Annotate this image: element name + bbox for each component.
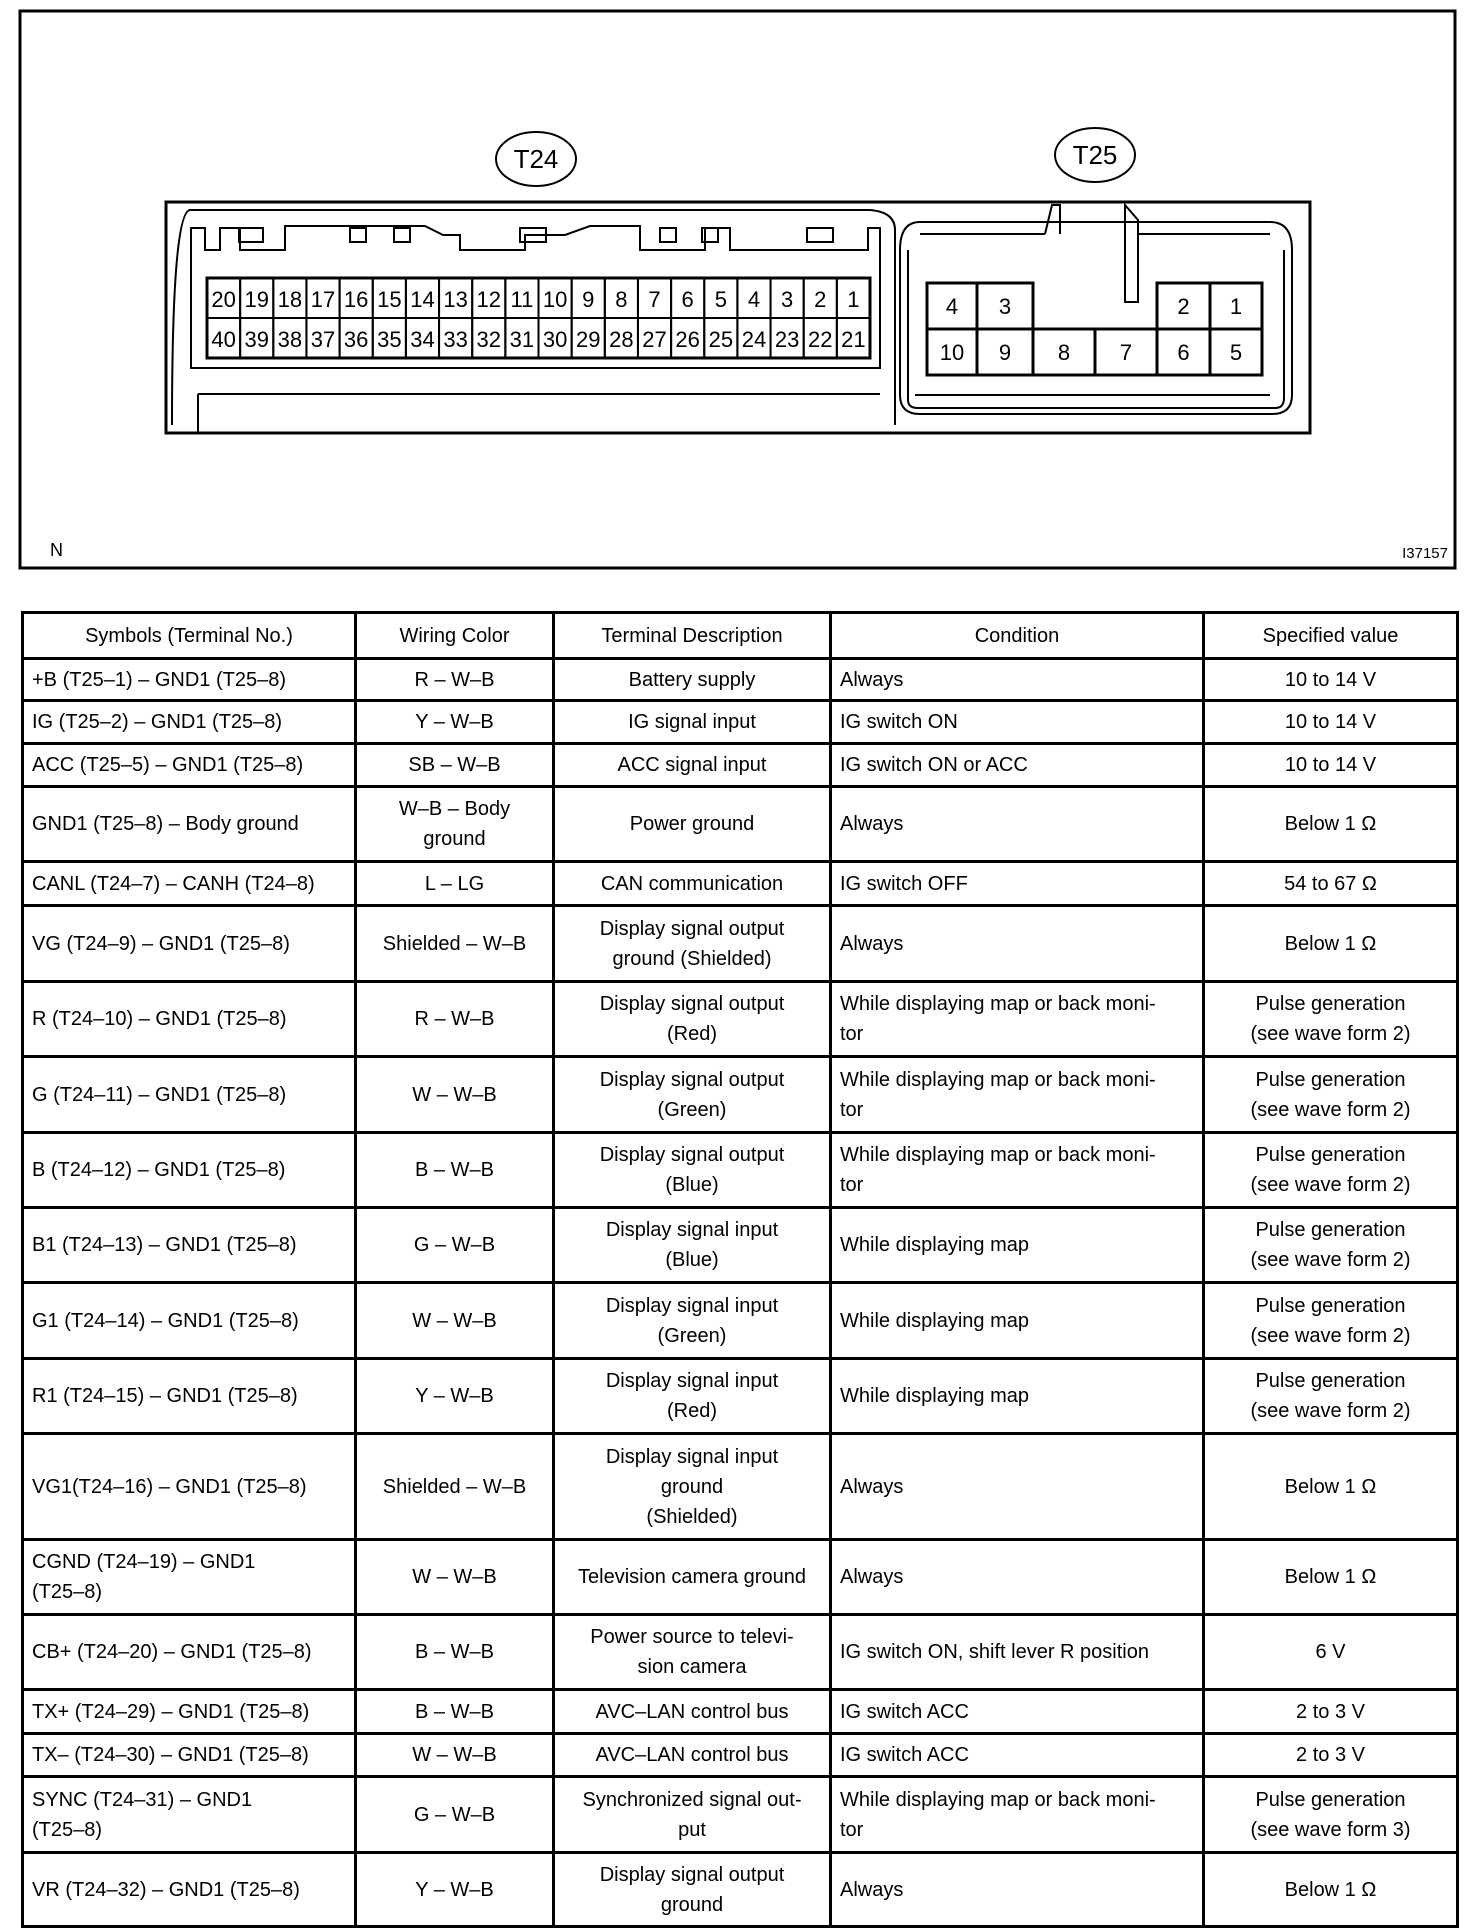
specified-value-cell: Pulse generation (see wave form 2) bbox=[1204, 1283, 1458, 1359]
t24-pin-number: 16 bbox=[343, 287, 369, 312]
description-cell: Display signal output ground bbox=[554, 1853, 831, 1927]
t24-pin-number: 6 bbox=[681, 287, 694, 312]
condition-cell: Always bbox=[831, 1540, 1204, 1615]
description-cell: Power ground bbox=[554, 787, 831, 862]
wiring-color-cell: R – W–B bbox=[356, 659, 554, 701]
t24-pin-number: 10 bbox=[542, 287, 568, 312]
symbol-cell: G (T24–11) – GND1 (T25–8) bbox=[23, 1057, 356, 1133]
t24-pin-number: 36 bbox=[343, 327, 369, 352]
symbol-cell: ACC (T25–5) – GND1 (T25–8) bbox=[23, 744, 356, 787]
wiring-color-cell: G – W–B bbox=[356, 1777, 554, 1853]
symbol-cell: VG (T24–9) – GND1 (T25–8) bbox=[23, 906, 356, 982]
description-cell: AVC–LAN control bus bbox=[554, 1734, 831, 1777]
specified-value-cell: 2 to 3 V bbox=[1204, 1690, 1458, 1734]
t24-pin-number: 24 bbox=[741, 327, 767, 352]
column-header: Terminal Description bbox=[554, 613, 831, 659]
condition-cell: While displaying map or back moni- tor bbox=[831, 982, 1204, 1057]
symbol-cell: TX+ (T24–29) – GND1 (T25–8) bbox=[23, 1690, 356, 1734]
t24-pin-number: 21 bbox=[841, 327, 866, 352]
specified-value-cell: 54 to 67 Ω bbox=[1204, 862, 1458, 906]
wiring-color-cell: R – W–B bbox=[356, 982, 554, 1057]
connector-diagram bbox=[0, 0, 1472, 590]
table-row bbox=[23, 1853, 1458, 1927]
description-cell: Battery supply bbox=[554, 659, 831, 701]
t24-label: T24 bbox=[513, 144, 559, 174]
description-cell: Display signal input (Red) bbox=[554, 1359, 831, 1434]
symbol-cell: CB+ (T24–20) – GND1 (T25–8) bbox=[23, 1615, 356, 1690]
description-cell: Synchronized signal out- put bbox=[554, 1777, 831, 1853]
wiring-color-cell: Y – W–B bbox=[356, 701, 554, 744]
t24-pin-number: 38 bbox=[277, 327, 303, 352]
wiring-color-cell: L – LG bbox=[356, 862, 554, 906]
t24-pin-number: 2 bbox=[814, 287, 827, 312]
wiring-color-cell: B – W–B bbox=[356, 1133, 554, 1208]
specified-value-cell: Pulse generation (see wave form 3) bbox=[1204, 1777, 1458, 1853]
symbol-cell: SYNC (T24–31) – GND1 (T25–8) bbox=[23, 1777, 356, 1853]
t24-pin-number: 28 bbox=[609, 327, 634, 352]
specified-value-cell: Below 1 Ω bbox=[1204, 1540, 1458, 1615]
t24-pin-number: 3 bbox=[781, 287, 794, 312]
table-row bbox=[23, 1359, 1458, 1434]
specified-value-cell: Pulse generation (see wave form 2) bbox=[1204, 1057, 1458, 1133]
table-row bbox=[23, 1615, 1458, 1690]
t25-pin-number: 3 bbox=[998, 294, 1012, 319]
wiring-color-cell: W – W–B bbox=[356, 1057, 554, 1133]
t24-pin-grid bbox=[207, 278, 870, 358]
t24-pin-number: 32 bbox=[476, 327, 502, 352]
wiring-color-cell: B – W–B bbox=[356, 1690, 554, 1734]
t24-pin-number: 27 bbox=[642, 327, 667, 352]
table-row bbox=[23, 1734, 1458, 1777]
table-row bbox=[23, 906, 1458, 982]
t24-pin-number: 37 bbox=[310, 327, 336, 352]
table-row bbox=[23, 787, 1458, 862]
t25-pin-number: 5 bbox=[1229, 340, 1243, 365]
description-cell: Display signal output (Blue) bbox=[554, 1133, 831, 1208]
symbol-cell: CGND (T24–19) – GND1 (T25–8) bbox=[23, 1540, 356, 1615]
specified-value-cell: Below 1 Ω bbox=[1204, 1853, 1458, 1927]
table-row bbox=[23, 1283, 1458, 1359]
t24-pin-number: 34 bbox=[410, 327, 435, 352]
condition-cell: While displaying map or back moni- tor bbox=[831, 1057, 1204, 1133]
t24-pin-number: 5 bbox=[714, 287, 727, 312]
description-cell: Display signal output (Red) bbox=[554, 982, 831, 1057]
t24-pin-number: 14 bbox=[410, 287, 435, 312]
symbol-cell: R1 (T24–15) – GND1 (T25–8) bbox=[23, 1359, 356, 1434]
symbol-cell: VG1(T24–16) – GND1 (T25–8) bbox=[23, 1434, 356, 1540]
condition-cell: IG switch ACC bbox=[831, 1690, 1204, 1734]
table-row bbox=[23, 1777, 1458, 1853]
t24-pin-number: 30 bbox=[542, 327, 568, 352]
wiring-color-cell: Y – W–B bbox=[356, 1853, 554, 1927]
condition-cell: IG switch ACC bbox=[831, 1734, 1204, 1777]
wiring-color-cell: Y – W–B bbox=[356, 1359, 554, 1434]
table-row bbox=[23, 1540, 1458, 1615]
t24-pin-number: 1 bbox=[847, 287, 860, 312]
condition-cell: IG switch OFF bbox=[831, 862, 1204, 906]
table-row bbox=[23, 701, 1458, 744]
specified-value-cell: Pulse generation (see wave form 2) bbox=[1204, 1133, 1458, 1208]
condition-cell: While displaying map bbox=[831, 1283, 1204, 1359]
description-cell: IG signal input bbox=[554, 701, 831, 744]
table-row bbox=[23, 862, 1458, 906]
condition-cell: IG switch ON or ACC bbox=[831, 744, 1204, 787]
description-cell: Display signal input (Blue) bbox=[554, 1208, 831, 1283]
t25-label: T25 bbox=[1072, 140, 1118, 170]
terminal-table bbox=[21, 611, 1459, 1928]
description-cell: ACC signal input bbox=[554, 744, 831, 787]
table-row bbox=[23, 1133, 1458, 1208]
table-row bbox=[23, 982, 1458, 1057]
condition-cell: Always bbox=[831, 906, 1204, 982]
symbol-cell: G1 (T24–14) – GND1 (T25–8) bbox=[23, 1283, 356, 1359]
condition-cell: IG switch ON bbox=[831, 701, 1204, 744]
t24-pin-number: 17 bbox=[310, 287, 336, 312]
t24-housing bbox=[172, 210, 895, 432]
t25-pin-number: 7 bbox=[1119, 340, 1133, 365]
t24-pin-number: 18 bbox=[277, 287, 303, 312]
column-header: Condition bbox=[831, 613, 1204, 659]
specified-value-cell: Below 1 Ω bbox=[1204, 1434, 1458, 1540]
t24-pin-number: 39 bbox=[244, 327, 269, 352]
table-row bbox=[23, 1208, 1458, 1283]
t24-pin-number: 23 bbox=[774, 327, 800, 352]
wiring-color-cell: Shielded – W–B bbox=[356, 1434, 554, 1540]
t24-pin-number: 11 bbox=[510, 287, 534, 312]
wiring-color-cell: Shielded – W–B bbox=[356, 906, 554, 982]
t24-pin-number: 22 bbox=[808, 327, 833, 352]
description-cell: AVC–LAN control bus bbox=[554, 1690, 831, 1734]
condition-cell: Always bbox=[831, 787, 1204, 862]
specified-value-cell: 10 to 14 V bbox=[1204, 701, 1458, 744]
wiring-color-cell: W – W–B bbox=[356, 1283, 554, 1359]
t24-pin-number: 8 bbox=[615, 287, 628, 312]
t24-pin-number: 4 bbox=[747, 287, 761, 312]
symbol-cell: B1 (T24–13) – GND1 (T25–8) bbox=[23, 1208, 356, 1283]
t25-pin-number: 1 bbox=[1229, 294, 1243, 319]
condition-cell: Always bbox=[831, 1434, 1204, 1540]
specified-value-cell: Pulse generation (see wave form 2) bbox=[1204, 982, 1458, 1057]
description-cell: Display signal output (Green) bbox=[554, 1057, 831, 1133]
t24-pin-number: 19 bbox=[244, 287, 269, 312]
wiring-color-cell: G – W–B bbox=[356, 1208, 554, 1283]
t25-pin-grid bbox=[927, 283, 1262, 375]
condition-cell: While displaying map or back moni- tor bbox=[831, 1133, 1204, 1208]
t24-pin-number: 15 bbox=[377, 287, 402, 312]
condition-cell: Always bbox=[831, 1853, 1204, 1927]
specified-value-cell: Pulse generation (see wave form 2) bbox=[1204, 1359, 1458, 1434]
wiring-color-cell: W – W–B bbox=[356, 1734, 554, 1777]
description-cell: Display signal input ground (Shielded) bbox=[554, 1434, 831, 1540]
table-header-row bbox=[23, 613, 1458, 659]
t25-pin-number: 4 bbox=[945, 294, 959, 319]
t24-pin-number: 20 bbox=[211, 287, 236, 312]
table-row bbox=[23, 1434, 1458, 1540]
table-row bbox=[23, 1690, 1458, 1734]
t25-pin-number: 6 bbox=[1177, 340, 1190, 365]
condition-cell: IG switch ON, shift lever R position bbox=[831, 1615, 1204, 1690]
condition-cell: While displaying map or back moni- tor bbox=[831, 1777, 1204, 1853]
description-cell: Power source to televi- sion camera bbox=[554, 1615, 831, 1690]
wiring-color-cell: W – W–B bbox=[356, 1540, 554, 1615]
symbol-cell: IG (T25–2) – GND1 (T25–8) bbox=[23, 701, 356, 744]
wiring-color-cell: B – W–B bbox=[356, 1615, 554, 1690]
t24-pin-number: 33 bbox=[443, 327, 468, 352]
t24-pin-number: 25 bbox=[708, 327, 734, 352]
column-header: Specified value bbox=[1204, 613, 1458, 659]
specified-value-cell: Below 1 Ω bbox=[1204, 787, 1458, 862]
description-cell: CAN communication bbox=[554, 862, 831, 906]
specified-value-cell: Pulse generation (see wave form 2) bbox=[1204, 1208, 1458, 1283]
symbol-cell: +B (T25–1) – GND1 (T25–8) bbox=[23, 659, 356, 701]
description-cell: Display signal input (Green) bbox=[554, 1283, 831, 1359]
symbol-cell: B (T24–12) – GND1 (T25–8) bbox=[23, 1133, 356, 1208]
t24-pin-number: 9 bbox=[582, 287, 595, 312]
condition-cell: While displaying map bbox=[831, 1359, 1204, 1434]
table-row bbox=[23, 659, 1458, 701]
description-cell: Television camera ground bbox=[554, 1540, 831, 1615]
condition-cell: While displaying map bbox=[831, 1208, 1204, 1283]
specified-value-cell: 10 to 14 V bbox=[1204, 659, 1458, 701]
t25-pin-number: 9 bbox=[998, 340, 1012, 365]
symbol-cell: VR (T24–32) – GND1 (T25–8) bbox=[23, 1853, 356, 1927]
specified-value-cell: 2 to 3 V bbox=[1204, 1734, 1458, 1777]
wiring-color-cell: W–B – Body ground bbox=[356, 787, 554, 862]
t24-pin-number: 12 bbox=[476, 287, 502, 312]
t24-pin-number: 31 bbox=[509, 327, 535, 352]
t24-pin-number: 13 bbox=[443, 287, 468, 312]
symbol-cell: R (T24–10) – GND1 (T25–8) bbox=[23, 982, 356, 1057]
figure-corner-label: N bbox=[50, 540, 63, 560]
column-header: Symbols (Terminal No.) bbox=[23, 613, 356, 659]
t24-pin-number: 40 bbox=[211, 327, 236, 352]
t25-pin-number: 8 bbox=[1057, 340, 1071, 365]
wiring-color-cell: SB – W–B bbox=[356, 744, 554, 787]
t24-pin-number: 35 bbox=[377, 327, 402, 352]
specified-value-cell: Below 1 Ω bbox=[1204, 906, 1458, 982]
column-header: Wiring Color bbox=[356, 613, 554, 659]
symbol-cell: GND1 (T25–8) – Body ground bbox=[23, 787, 356, 862]
table-row bbox=[23, 744, 1458, 787]
t24-pin-number: 7 bbox=[648, 287, 661, 312]
t25-pin-number: 2 bbox=[1177, 294, 1190, 319]
symbol-cell: CANL (T24–7) – CANH (T24–8) bbox=[23, 862, 356, 906]
condition-cell: Always bbox=[831, 659, 1204, 701]
specified-value-cell: 10 to 14 V bbox=[1204, 744, 1458, 787]
specified-value-cell: 6 V bbox=[1204, 1615, 1458, 1690]
symbol-cell: TX– (T24–30) – GND1 (T25–8) bbox=[23, 1734, 356, 1777]
t24-pin-number: 26 bbox=[675, 327, 700, 352]
table-row bbox=[23, 1057, 1458, 1133]
t24-pin-number: 29 bbox=[575, 327, 601, 352]
figure-id: I37157 bbox=[1402, 545, 1448, 562]
description-cell: Display signal output ground (Shielded) bbox=[554, 906, 831, 982]
t25-pin-number: 10 bbox=[939, 340, 965, 365]
